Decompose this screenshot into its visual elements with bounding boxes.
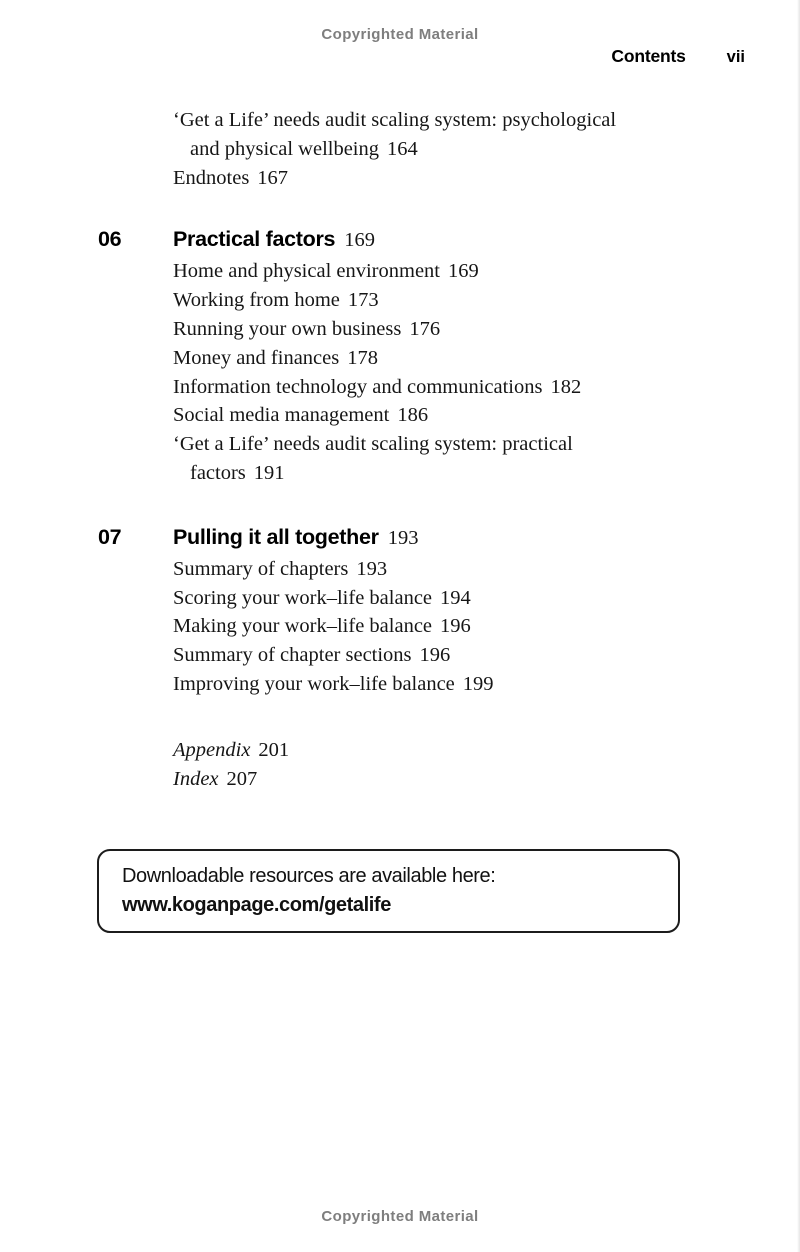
back-matter-entries (98, 736, 718, 794)
running-title: Contents (611, 46, 686, 66)
toc-chapter-06 (98, 224, 718, 487)
toc-chapter-07 (98, 522, 718, 699)
toc-entry-page: 169 (448, 260, 479, 283)
chapter-heading (98, 522, 718, 555)
toc-entry: ‘Get a Life’ needs audit scaling system: psychological and physical wellbeing 164 (173, 109, 617, 160)
toc-entry-page: 167 (257, 166, 289, 189)
folio-page-number: vii (726, 48, 745, 66)
toc-entry: Scoring your work–life balance 194 (173, 586, 471, 609)
toc-fragment-entries (98, 106, 718, 192)
toc-entry-page: 194 (440, 586, 471, 609)
page-header (611, 46, 745, 67)
chapter-number: 07 (98, 524, 122, 549)
copyright-notice-top: Copyrighted Material (321, 26, 479, 43)
toc-entry-page: 173 (347, 289, 379, 312)
toc-entry: Home and physical environment 169 (173, 260, 479, 283)
toc-entry-page: 176 (409, 317, 441, 340)
toc-entry-page: 196 (419, 644, 451, 667)
toc-entry: Summary of chapters 193 (173, 557, 388, 580)
toc-entry-page: 186 (397, 404, 429, 427)
toc-entry-page: 196 (440, 615, 471, 638)
toc-entry: ‘Get a Life’ needs audit scaling system: practical factors 191 (173, 433, 573, 484)
chapter-page: 193 (387, 526, 419, 549)
toc-entry: Money and finances 178 (173, 346, 378, 369)
toc-entry-page: 199 (462, 672, 494, 695)
toc-entry-page: 193 (356, 557, 388, 580)
toc-entry-index: Index 207 (173, 767, 258, 790)
toc-entry-page: 191 (253, 461, 285, 484)
toc-entry-page: 182 (550, 375, 582, 398)
toc-entry: Information technology and communications 182 (173, 375, 582, 398)
downloadable-resources-box (97, 849, 680, 933)
toc-entry: Summary of chapter sections 196 (173, 644, 451, 667)
chapter-heading (98, 224, 718, 257)
chapter-number: 06 (98, 227, 122, 252)
chapter-entries (98, 257, 718, 487)
toc-entry: Improving your work–life balance 199 (173, 672, 494, 695)
toc-entry-page: 207 (226, 767, 258, 790)
chapter-title: Pulling it all together (173, 524, 379, 549)
resources-url: www.koganpage.com/getalife (122, 894, 391, 916)
toc-entry: Social media management 186 (173, 404, 429, 427)
toc-entry: Working from home 173 (173, 289, 379, 312)
chapter-page: 169 (344, 229, 375, 252)
resources-box-text: Downloadable resources are available here: (122, 865, 496, 887)
chapter-entries (98, 555, 718, 699)
toc-entry: Endnotes 167 (173, 166, 289, 189)
toc-entry-appendix: Appendix 201 (173, 738, 290, 761)
table-of-contents (98, 106, 718, 793)
toc-entry-page: 201 (258, 738, 290, 761)
toc-entry-page: 164 (387, 137, 418, 160)
toc-entry-page: 178 (347, 346, 378, 369)
toc-entry: Making your work–life balance 196 (173, 615, 471, 638)
toc-entry: Running your own business 176 (173, 317, 441, 340)
copyright-notice-bottom: Copyrighted Material (321, 1208, 479, 1225)
chapter-title: Practical factors (173, 227, 336, 252)
